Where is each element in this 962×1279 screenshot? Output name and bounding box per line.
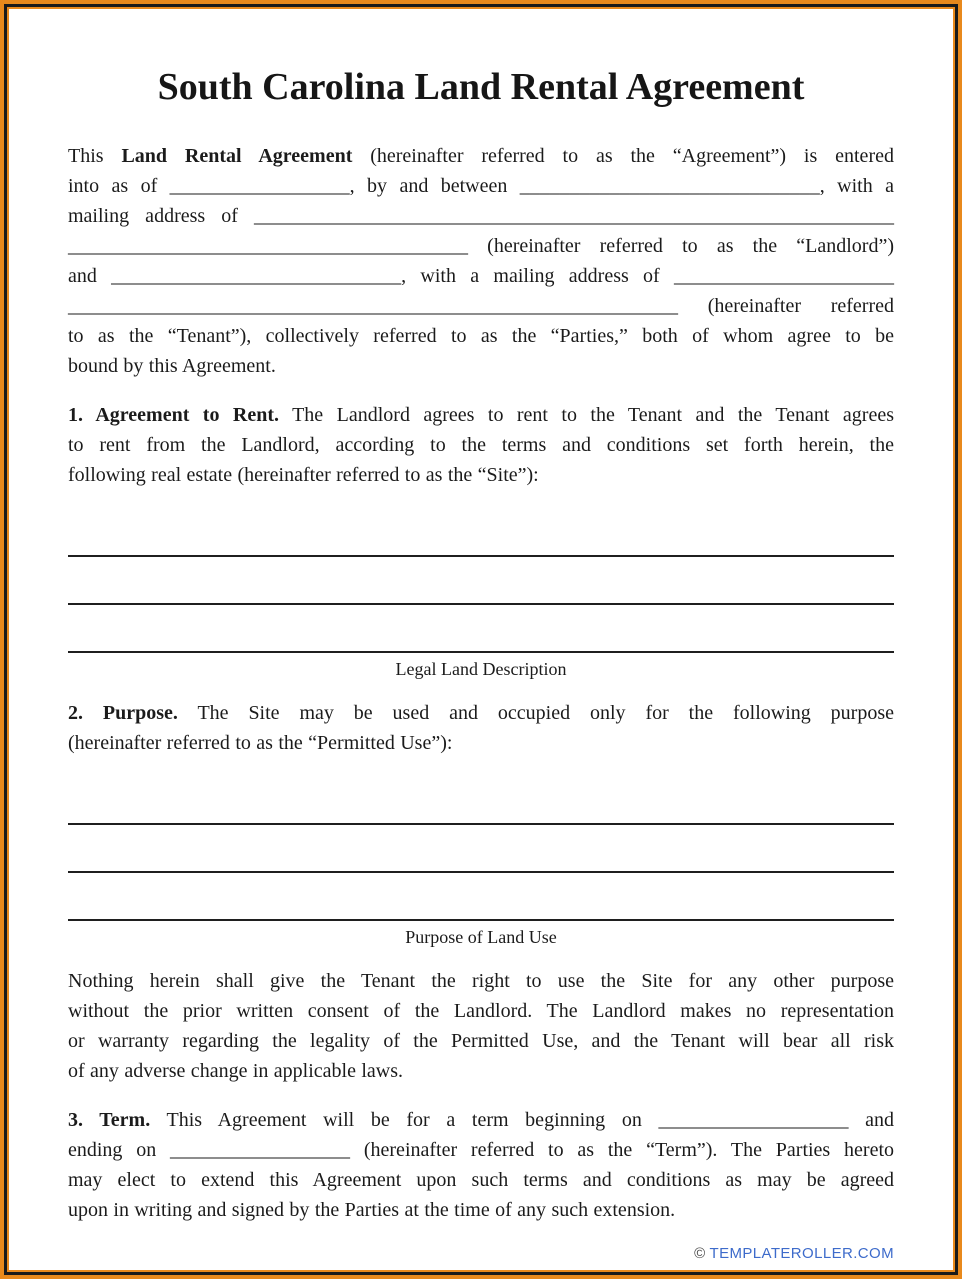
text-line: ending on __________________ (hereinafter referred to as the “Term”). The Parties hereto [68,1138,894,1161]
text-line: mailing address of ________________________________________________________________ [68,204,894,227]
text-line: This Land Rental Agreement (hereinafter referred to as the “Agreement”) is entered [68,144,894,167]
text-line: _____________________________________________________________ (hereinafter referred [68,294,894,317]
blank-caption: Purpose of Land Use [405,926,557,947]
text-line: bound by this Agreement. [68,354,276,377]
copyright-symbol: © [694,1245,706,1262]
text-line: to as the “Tenant”), collectively referred to as the “Parties,” both of whom agree to be [68,324,894,347]
text-line: or warranty regarding the legality of the Permitted Use, and the Tenant will bear all risk [68,1029,894,1052]
blank-line[interactable] [68,825,894,873]
blank-line[interactable] [68,509,894,557]
page-title: South Carolina Land Rental Agreement [157,66,805,108]
text-line: 3. Term. This Agreement will be for a term beginning on ___________________ and [68,1108,894,1131]
paragraph [68,141,894,381]
text-line: Nothing herein shall give the Tenant the right to use the Site for any other purpose [68,969,894,992]
paragraph [68,966,894,1086]
text-line: upon in writing and signed by the Parties at the time of any such extension. [68,1198,676,1221]
text-line: 1. Agreement to Rent. The Landlord agrees to rent to the Tenant and the Tenant agrees [68,403,894,426]
blank-caption: Legal Land Description [395,658,567,679]
text-line: 2. Purpose. The Site may be used and occupied only for the following purpose [68,701,894,724]
fill-in-section [68,777,894,948]
blank-line[interactable] [68,605,894,653]
text-line: to rent from the Landlord, according to the terms and conditions set forth herein, the [68,433,894,456]
blank-line[interactable] [68,777,894,825]
page-content [7,7,955,1272]
blank-line[interactable] [68,557,894,605]
document-body [68,141,894,1225]
page-border-middle [4,4,958,1275]
text-line: following real estate (hereinafter referred to as the “Site”): [68,463,539,486]
text-line: ________________________________________ (hereinafter referred to as the “Landlord”) [68,234,894,257]
text-line: and _____________________________, with a mailing address of ______________________ [68,264,894,287]
text-line: of any adverse change in applicable laws. [68,1059,404,1082]
text-line: may elect to extend this Agreement upon such terms and conditions as may be agreed [68,1168,894,1191]
templateroller-link[interactable]: TEMPLATEROLLER.COM [709,1245,894,1262]
paragraph [68,400,894,490]
fill-in-section [68,509,894,680]
footer [694,1245,894,1263]
paragraph [68,1105,894,1225]
blank-line[interactable] [68,873,894,921]
text-line: without the prior written consent of the Landlord. The Landlord makes no representation [68,999,894,1022]
text-line: into as of __________________, by and between ______________________________, with a [68,174,894,197]
paragraph [68,698,894,758]
text-line: (hereinafter referred to as the “Permitted Use”): [68,731,453,754]
